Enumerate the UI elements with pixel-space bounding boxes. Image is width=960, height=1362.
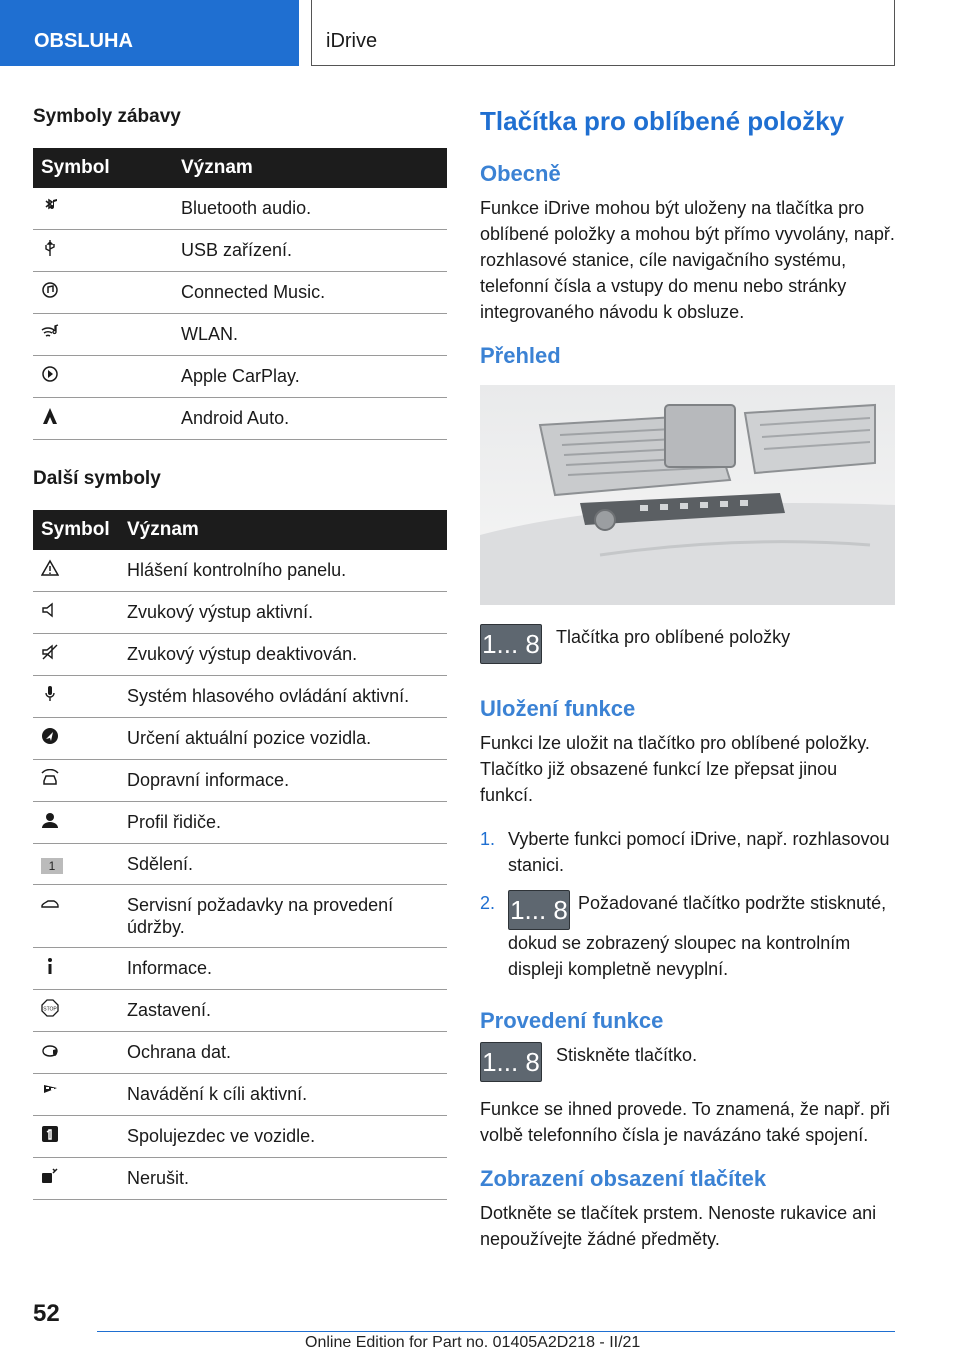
- step-item: [480, 826, 895, 878]
- step-item: [480, 890, 895, 982]
- meaning-cell: Zvukový výstup aktivní.: [119, 592, 447, 634]
- overview-caption: Tlačítka pro oblíbené položky: [556, 627, 791, 647]
- symbol-cell: [33, 718, 119, 760]
- edition-text: Online Edition for Part no. 01405A2D218 - II/21: [305, 1334, 641, 1351]
- symbol-cell: [33, 676, 119, 718]
- symbol-cell: [33, 272, 173, 314]
- left-column: [33, 100, 447, 1200]
- table-row: [33, 802, 447, 844]
- symbol-cell: [33, 230, 173, 272]
- bluetooth-audio-icon: [41, 197, 59, 215]
- usb-icon: [41, 239, 59, 257]
- col-symbol: Symbol: [33, 148, 173, 188]
- favorite-buttons-icon: 1... 8: [480, 624, 542, 664]
- guidance-flag-icon: [41, 1083, 59, 1101]
- symbol-cell: [33, 356, 173, 398]
- execute-caption: Stiskněte tlačítko.: [556, 1045, 698, 1065]
- execute-text: Funkce se ihned provede. To znamená, že např. při volbě telefonního čísla je navázáno také spojení.: [480, 1099, 890, 1145]
- table-row: [33, 592, 447, 634]
- table-row: [33, 844, 447, 885]
- location-icon: [41, 727, 59, 745]
- page-number: 52: [33, 1300, 60, 1327]
- meaning-cell: Spolujezdec ve vozidle.: [119, 1116, 447, 1158]
- android-auto-icon: [41, 407, 59, 425]
- meaning-cell: Android Auto.: [173, 398, 447, 440]
- warning-icon: [41, 559, 59, 577]
- chapter-tab: OBSLUHA: [0, 0, 299, 66]
- col-meaning: Význam: [173, 148, 447, 188]
- microphone-icon: [41, 685, 59, 703]
- other-symbols-heading: Další symboly: [33, 468, 161, 489]
- section-title: iDrive: [311, 0, 895, 66]
- step-number: 2.: [480, 893, 496, 913]
- symbol-cell: [33, 1032, 119, 1074]
- save-heading: Uložení funkce: [480, 696, 636, 721]
- meaning-cell: Dopravní informace.: [119, 760, 447, 802]
- stop-icon: [41, 999, 59, 1017]
- display-text: Dotkněte se tlačítek prstem. Nenoste rukavice ani nepoužívejte žádné předměty.: [480, 1203, 877, 1249]
- table-row: [33, 990, 447, 1032]
- table-row: [33, 1116, 447, 1158]
- passenger-icon: [41, 1125, 59, 1143]
- symbol-cell: [33, 188, 173, 230]
- entertainment-symbols-table: [33, 148, 447, 440]
- table-row: [33, 272, 447, 314]
- symbol-cell: [33, 1116, 119, 1158]
- col-symbol: Symbol: [33, 510, 119, 550]
- step-text: Vyberte funkci pomocí iDrive, např. rozhlasovou stanici.: [508, 829, 890, 875]
- traffic-icon: [41, 769, 59, 787]
- driver-profile-icon: [41, 811, 59, 829]
- save-text: Funkci lze uložit na tlačítko pro oblíbené položky. Tlačítko již obsazené funkcí lze přepsat jinou funkcí.: [480, 733, 870, 805]
- meaning-cell: Určení aktuální pozice vozidla.: [119, 718, 447, 760]
- message-icon: 1: [41, 858, 63, 874]
- meaning-cell: Servisní požadavky na provedení údržby.: [119, 885, 447, 948]
- table-row: [33, 948, 447, 990]
- meaning-cell: Bluetooth audio.: [173, 188, 447, 230]
- do-not-disturb-icon: [41, 1167, 59, 1185]
- section-heading: Tlačítka pro oblíbené položky: [480, 106, 845, 136]
- symbol-cell: [33, 592, 119, 634]
- table-row: [33, 550, 447, 592]
- symbol-cell: [33, 634, 119, 676]
- meaning-cell: Ochrana dat.: [119, 1032, 447, 1074]
- wlan-icon: [41, 323, 59, 341]
- meaning-cell: Nerušit.: [119, 1158, 447, 1200]
- entertainment-heading: Symboly zábavy: [33, 106, 181, 127]
- info-icon: [41, 957, 59, 975]
- dashboard-photo: [480, 385, 895, 605]
- table-row: [33, 885, 447, 948]
- meaning-cell: Navádění k cíli aktivní.: [119, 1074, 447, 1116]
- table-row: [33, 1158, 447, 1200]
- table-row: [33, 1074, 447, 1116]
- table-row: [33, 760, 447, 802]
- meaning-cell: Informace.: [119, 948, 447, 990]
- meaning-cell: Hlášení kontrolního panelu.: [119, 550, 447, 592]
- execute-heading: Provedení funkce: [480, 1008, 664, 1033]
- symbol-cell: [33, 948, 119, 990]
- save-steps: [480, 826, 895, 982]
- symbol-cell: [33, 1074, 119, 1116]
- meaning-cell: Systém hlasového ovládání aktivní.: [119, 676, 447, 718]
- other-symbols-table: [33, 510, 447, 1200]
- col-meaning: Význam: [119, 510, 447, 550]
- meaning-cell: Zastavení.: [119, 990, 447, 1032]
- table-row: [33, 230, 447, 272]
- general-heading: Obecně: [480, 161, 561, 186]
- symbol-cell: [33, 844, 119, 885]
- meaning-cell: Profil řidiče.: [119, 802, 447, 844]
- service-car-icon: [41, 894, 59, 912]
- meaning-cell: Apple CarPlay.: [173, 356, 447, 398]
- table-row: [33, 1032, 447, 1074]
- table-row: [33, 188, 447, 230]
- display-heading: Zobrazení obsazení tlačítek: [480, 1166, 767, 1191]
- general-text: Funkce iDrive mohou být uloženy na tlačítka pro oblíbené položky a mohou být přímo vyvolány, např. rozhlasové stanice, cíle navigačního systému, telefonní čísla a vstupy do menu nebo stránky integrovaného návodu k obsluze.: [480, 198, 895, 322]
- overview-heading: Přehled: [480, 343, 561, 368]
- table-row: [33, 676, 447, 718]
- meaning-cell: Zvukový výstup deaktivován.: [119, 634, 447, 676]
- footer-divider: [97, 1331, 895, 1332]
- step-text: Požadované tlačítko podržte stisknuté, dokud se zobrazený sloupec na kontrolním displeji kompletně nevyplní.: [508, 893, 887, 979]
- symbol-cell: [33, 760, 119, 802]
- meaning-cell: Sdělení.: [119, 844, 447, 885]
- carplay-icon: [41, 365, 59, 383]
- connected-music-icon: [41, 281, 59, 299]
- symbol-cell: [33, 550, 119, 592]
- right-column: [480, 100, 895, 1270]
- speaker-icon: [41, 601, 59, 619]
- table-row: [33, 398, 447, 440]
- page-header: [0, 0, 960, 66]
- favorite-buttons-icon: 1... 8: [508, 890, 570, 930]
- symbol-cell: [33, 398, 173, 440]
- symbol-cell: [33, 885, 119, 948]
- table-row: [33, 634, 447, 676]
- symbol-cell: [33, 802, 119, 844]
- symbol-cell: [33, 314, 173, 356]
- meaning-cell: WLAN.: [173, 314, 447, 356]
- favorite-buttons-icon: 1... 8: [480, 1042, 542, 1082]
- meaning-cell: Connected Music.: [173, 272, 447, 314]
- symbol-cell: [33, 1158, 119, 1200]
- symbol-cell: [33, 990, 119, 1032]
- table-row: [33, 314, 447, 356]
- speaker-off-icon: [41, 643, 59, 661]
- svg-text:STOP: STOP: [43, 1006, 57, 1013]
- step-number: 1.: [480, 829, 496, 849]
- privacy-icon: [41, 1041, 59, 1059]
- table-row: [33, 718, 447, 760]
- meaning-cell: USB zařízení.: [173, 230, 447, 272]
- table-row: [33, 356, 447, 398]
